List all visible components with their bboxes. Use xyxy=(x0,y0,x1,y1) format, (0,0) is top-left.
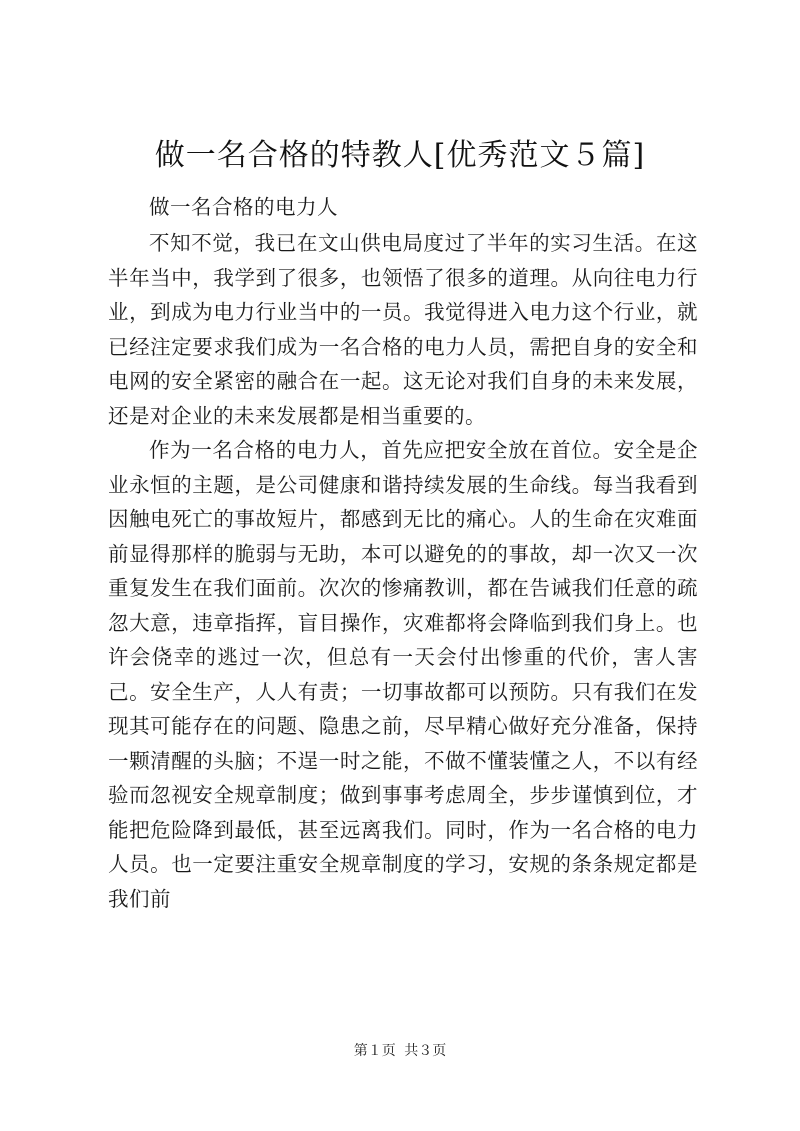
page-number: 第１页 xyxy=(353,1043,396,1059)
page-footer xyxy=(0,1041,800,1061)
body-paragraph: 不知不觉，我已在文山供电局度过了半年的实习生活。在这半年当中，我学到了很多，也领悟了很多的道理。从向往电力行业，到成为电力行业当中的一员。我觉得进入电力这个行业，就已经注定要求我们成为一名合格的电力人员，需把自身的安全和电网的安全紧密的融合在一起。这无论对我们自身的未来发展，还是对企业的未来发展都是相当重要的。 xyxy=(108,231,698,428)
document-subtitle: 做一名合格的电力人 xyxy=(149,195,338,219)
document-title: 做一名合格的特教人[优秀范文５篇] xyxy=(154,138,646,173)
page-total: 共３页 xyxy=(404,1043,447,1059)
body-paragraph: 作为一名合格的电力人，首先应把安全放在首位。安全是企业永恒的主题，是公司健康和谐持续发展的生命线。每当我看到因触电死亡的事故短片，都感到无比的痛心。人的生命在灾难面前显得那样的脆弱与无助，本可以避免的的事故，却一次又一次重复发生在我们面前。次次的惨痛教训，都在告诫我们任意的疏忽大意，违章指挥，盲目操作，灾难都将会降临到我们身上。也许会侥幸的逃过一次，但总有一天会付出惨重的代价，害人害己。安全生产，人人有责；一切事故都可以预防。只有我们在发现其可能存在的问题、隐患之前，尽早精心做好充分准备，保持一颗清醒的头脑；不逞一时之能，不做不懂装懂之人，不以有经验而忽视安全规章制度；做到事事考虑周全，步步谨慎到位，才能把危险降到最低，甚至远离我们。同时，作为一名合格的电力人员。也一定要注重安全规章制度的学习，安规的条条规定都是我们前 xyxy=(108,438,698,911)
document-body xyxy=(108,190,698,916)
